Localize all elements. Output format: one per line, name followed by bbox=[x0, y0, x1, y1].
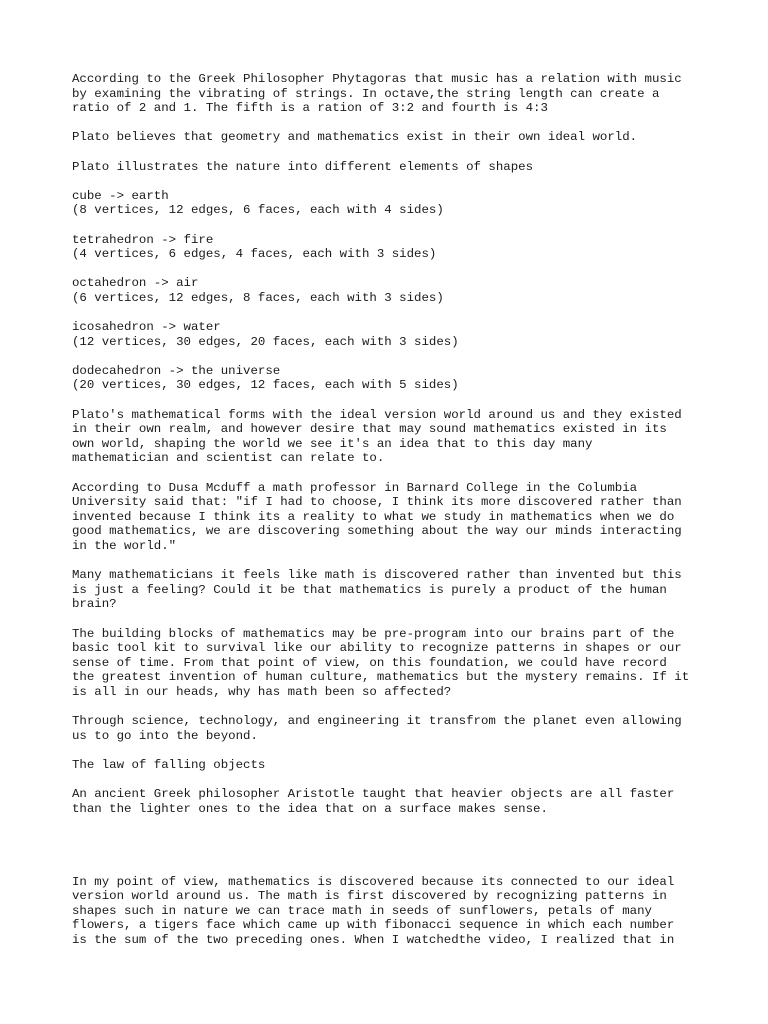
paragraph-plato-elements: Plato illustrates the nature into different elements of shapes bbox=[72, 159, 534, 174]
paragraph-dusa-mcduff: According to Dusa Mcduff a math professor in Barnard College in the Columbia University said that: "if I had to choose, I think its more discovered rather than invented because I think its a reality to what we study in mathematics when we do good mathematics, we are discovering something about the way our minds interacting in the world." bbox=[72, 480, 682, 553]
paragraph-point-of-view: In my point of view, mathematics is discovered because its connected to our ideal version world around us. The math is first discovered by recognizing patterns in shapes such in nature we can trace math in seeds of sunflowers, petals of many flowers, a tigers face which came up with fibonacci sequence in which each number is the sum of the two preceding ones. When I watchedthe video, I realized that in bbox=[72, 874, 675, 948]
paragraph-cube: cube -> earth (8 vertices, 12 edges, 6 faces, each with 4 sides) bbox=[72, 188, 444, 218]
paragraph-aristotle: An ancient Greek philosopher Aristotle taught that heavier objects are all faster than the lighter ones to the idea that on a surface makes sense. bbox=[72, 787, 675, 816]
paragraph-falling-objects-heading: The law of falling objects bbox=[72, 757, 266, 772]
paragraph-plato-forms: Plato's mathematical forms with the ideal version world around us and they existed in their own realm, and however desire that may sound mathematics existed in its own world, shaping the world we see it's an idea that to this day many mathematician and scientist can relate to. bbox=[72, 407, 682, 466]
paragraph-pythagoras: According to the Greek Philosopher Phytagoras that music has a relation with music by examining the vibrating of strings. In octave,the string length can create a ratio of 2 and 1. The fifth is a ration of 3:2 and fourth is 4:3 bbox=[72, 72, 682, 116]
document-page bbox=[72, 72, 708, 962]
paragraph-tetrahedron: tetrahedron -> fire (4 vertices, 6 edges, 4 faces, each with 3 sides) bbox=[72, 232, 437, 262]
paragraph-dodecahedron: dodecahedron -> the universe (20 vertices, 30 edges, 12 faces, each with 5 sides) bbox=[72, 363, 459, 393]
paragraph-plato-geometry: Plato believes that geometry and mathematics exist in their own ideal world. bbox=[72, 130, 638, 145]
paragraph-icosahedron: icosahedron -> water (12 vertices, 30 edges, 20 faces, each with 3 sides) bbox=[72, 320, 459, 349]
paragraph-science-technology: Through science, technology, and engineering it transfrom the planet even allowing us to go into the beyond. bbox=[72, 714, 682, 743]
paragraph-building-blocks: The building blocks of mathematics may be pre-program into our brains part of the basic tool kit to survival like our ability to recognize patterns in shapes or our sense of time. From that point of view, on this foundation, we could have record the greatest invention of human culture, mathematics but the mystery remains. If it is all in our heads, why has math been so affected? bbox=[72, 626, 690, 699]
paragraph-octahedron: octahedron -> air (6 vertices, 12 edges, 8 faces, each with 3 sides) bbox=[72, 276, 444, 305]
paragraph-discovered-feeling: Many mathematicians it feels like math is discovered rather than invented but this is just a feeling? Could it be that mathematics is purely a product of the human brain? bbox=[72, 568, 682, 612]
